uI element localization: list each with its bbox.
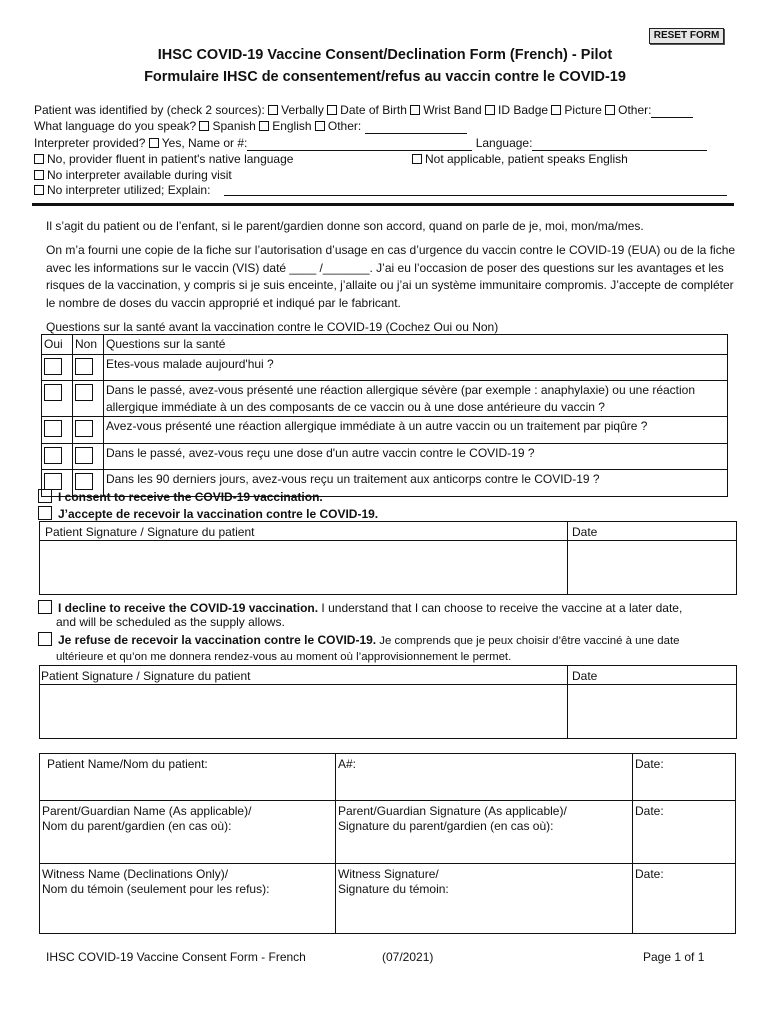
other-language-field[interactable] — [365, 122, 467, 134]
a-number-label: A#: — [338, 757, 357, 771]
consent-french-text: J’accepte de recevoir la vaccination contre le COVID-19. — [58, 507, 379, 521]
decline-english-row — [38, 600, 682, 616]
option-no-interpreter-utilized: No interpreter utilized; Explain: — [47, 183, 211, 197]
interpreter-language-label: Language: — [475, 136, 533, 150]
table-row — [42, 417, 728, 444]
decline-date-label: Date — [572, 669, 598, 683]
option-verbally: Verbally — [281, 103, 324, 117]
decline-english-line2: and will be scheduled as the supply allows. — [56, 615, 285, 629]
date-label: Date: — [635, 804, 664, 818]
checkbox-dob[interactable] — [327, 105, 337, 115]
table-row — [42, 381, 728, 417]
interpreter-not-utilized-row — [34, 183, 210, 198]
guardian-name-field[interactable] — [40, 801, 336, 864]
question-text: Avez-vous présenté une réaction allergique immédiate à un autre vaccin ou un traitement par piqûre ? — [104, 417, 728, 444]
checkbox-q2-yes[interactable] — [44, 384, 62, 401]
consent-english-row — [38, 489, 323, 505]
option-other-language: Other: — [327, 119, 362, 133]
checkbox-verbally[interactable] — [268, 105, 278, 115]
consent-english-text: I consent to receive the COVID-19 vaccination. — [58, 490, 323, 504]
checkbox-spanish[interactable] — [199, 121, 209, 131]
option-picture: Picture — [564, 103, 602, 117]
interpreter-na-row — [412, 152, 628, 167]
checkbox-q5-no[interactable] — [75, 473, 93, 490]
consent-signature-box — [39, 521, 737, 595]
decline-english-text: I understand that I can choose to receive the vaccine at a later date, — [318, 601, 683, 615]
consent-signature-field[interactable] — [40, 541, 567, 594]
checkbox-interpreter-yes[interactable] — [149, 138, 159, 148]
checkbox-idbadge[interactable] — [485, 105, 495, 115]
language-label: What language do you speak? — [34, 119, 197, 133]
checkbox-english[interactable] — [259, 121, 269, 131]
consent-signature-label: Patient Signature / Signature du patient — [45, 525, 255, 539]
decline-english-bold: I decline to receive the COVID-19 vaccination. — [58, 601, 319, 615]
decline-french-bold: Je refuse de recevoir la vaccination contre le COVID-19. — [58, 633, 377, 647]
decline-signature-label: Patient Signature / Signature du patient — [41, 669, 251, 683]
option-spanish: Spanish — [212, 119, 256, 133]
witness-signature-field[interactable] — [336, 864, 633, 934]
checkbox-other-language[interactable] — [315, 121, 325, 131]
checkbox-provider-fluent[interactable] — [34, 154, 44, 164]
checkbox-q3-yes[interactable] — [44, 420, 62, 437]
table-row — [40, 754, 736, 801]
guardian-name-label-fr: Nom du parent/gardien (en cas où): — [42, 819, 232, 833]
footer-form-name: IHSC COVID-19 Vaccine Consent Form - French — [46, 950, 306, 964]
footer-revision-date: (07/2021) — [382, 950, 434, 964]
checkbox-wristband[interactable] — [410, 105, 420, 115]
consent-date-field[interactable] — [568, 541, 736, 594]
option-dob: Date of Birth — [340, 103, 407, 117]
identification-row — [34, 103, 693, 118]
question-text: Dans le passé, avez-vous reçu une dose d'un autre vaccin contre le COVID-19 ? — [104, 443, 728, 470]
interpreter-language-field[interactable] — [532, 139, 707, 151]
checkbox-consent[interactable] — [38, 489, 52, 503]
checkbox-not-applicable[interactable] — [412, 154, 422, 164]
witness-name-label-fr: Nom du témoin (seulement pour les refus): — [42, 882, 270, 896]
guardian-signature-field[interactable] — [336, 801, 633, 864]
checkbox-no-interpreter-utilized[interactable] — [34, 185, 44, 195]
question-text: Dans les 90 derniers jours, avez-vous reçu un traitement aux anticorps contre le COVID-19 ? — [104, 470, 728, 497]
checkbox-q4-no[interactable] — [75, 447, 93, 464]
col-header-yes: Oui — [42, 335, 73, 355]
decline-signature-field[interactable] — [40, 685, 567, 738]
table-row — [40, 801, 736, 864]
interpreter-label: Interpreter provided? — [34, 136, 146, 150]
a-number-field[interactable] — [336, 754, 633, 801]
health-questions-table — [41, 334, 728, 497]
option-no-interpreter-available: No interpreter available during visit — [47, 168, 232, 182]
interpreter-unavailable-row — [34, 168, 232, 183]
option-wristband: Wrist Band — [423, 103, 482, 117]
other-id-field[interactable] — [651, 106, 693, 118]
checkbox-decline-fr[interactable] — [38, 632, 52, 646]
intro-paragraph-1: Il s’agit du patient ou de l’enfant, si le parent/gardien donne son accord, quand on parle de je, moi, mon/ma/mes. — [46, 219, 644, 233]
decline-french-line2: ultérieure et qu’on me donnera rendez-vous au moment où l’approvisionnement le permet. — [56, 651, 512, 663]
witness-signature-label-fr: Signature du témoin: — [338, 882, 449, 896]
guardian-name-label-en: Parent/Guardian Name (As applicable)/ — [42, 804, 252, 818]
witness-signature-label-en: Witness Signature/ — [338, 867, 439, 881]
consent-date-label: Date — [572, 525, 598, 539]
checkbox-q5-yes[interactable] — [44, 473, 62, 490]
guardian-signature-label-fr: Signature du parent/gardien (en cas où): — [338, 819, 554, 833]
table-row — [42, 443, 728, 470]
patient-name-field[interactable] — [40, 754, 336, 801]
interpreter-row — [34, 136, 707, 151]
checkbox-picture[interactable] — [551, 105, 561, 115]
section-divider — [32, 203, 734, 206]
table-row — [40, 864, 736, 934]
patient-name-label: Patient Name/Nom du patient: — [47, 757, 208, 771]
interpreter-name-field[interactable] — [247, 139, 472, 151]
questions-heading: Questions sur la santé avant la vaccination contre le COVID-19 (Cochez Oui ou Non) — [46, 320, 499, 334]
checkbox-q4-yes[interactable] — [44, 447, 62, 464]
date-field-2[interactable] — [633, 801, 736, 864]
checkbox-q1-yes[interactable] — [44, 358, 62, 375]
option-english: English — [272, 119, 312, 133]
explain-field[interactable] — [224, 195, 727, 196]
patient-info-table — [39, 753, 736, 934]
interpreter-no-fluent-row — [34, 152, 293, 167]
question-text: Etes-vous malade aujourd'hui ? — [104, 354, 728, 381]
footer-page-number: Page 1 of 1 — [643, 950, 705, 964]
table-header-row — [42, 335, 728, 355]
decline-date-field[interactable] — [568, 685, 736, 738]
option-other-id: Other: — [618, 103, 652, 117]
date-label: Date: — [635, 757, 664, 771]
language-row — [34, 119, 467, 134]
witness-name-label-en: Witness Name (Declinations Only)/ — [42, 867, 229, 881]
checkbox-decline[interactable] — [38, 600, 52, 614]
consent-french-row — [38, 506, 378, 522]
table-row — [42, 354, 728, 381]
col-header-question: Questions sur la santé — [104, 335, 728, 355]
checkbox-q1-no[interactable] — [75, 358, 93, 375]
checkbox-other-id[interactable] — [605, 105, 615, 115]
guardian-signature-label-en: Parent/Guardian Signature (As applicable)/ — [338, 804, 567, 818]
intro-paragraph-2: On m’a fourni une copie de la fiche sur l’autorisation d’usage en cas d’urgence du vaccin contre le COVID-19 (EUA) ou de la fiche avec les informations sur le vaccin (VIS) daté ____ /_______. J’ai eu l’occasion de poser des questions sur les avantages et les risques de la vaccination, y compris si je suis enceinte, j’allaite ou j’ai un système immunitaire compromis. J’accepte de compléter le nombre de doses du vaccin approprié et indiqué par le fabricant. — [46, 243, 736, 310]
date-field-3[interactable] — [633, 864, 736, 934]
decline-french-row — [38, 632, 679, 649]
checkbox-consent-fr[interactable] — [38, 506, 52, 520]
decline-signature-box — [39, 665, 737, 739]
date-label: Date: — [635, 867, 664, 881]
title-english: IHSC COVID-19 Vaccine Consent/Declination Form (French) - Pilot — [157, 47, 613, 63]
decline-french-text: Je comprends que je peux choisir d’être vacciné à une date — [376, 635, 680, 647]
option-idbadge: ID Badge — [498, 103, 549, 117]
col-header-no: Non — [73, 335, 104, 355]
title-french: Formulaire IHSC de consentement/refus au vaccin contre le COVID-19 — [144, 69, 626, 85]
identification-label: Patient was identified by (check 2 sources): — [34, 103, 265, 117]
option-interpreter-yes: Yes, Name or #: — [161, 136, 248, 150]
date-field-1[interactable] — [633, 754, 736, 801]
option-not-applicable: Not applicable, patient speaks English — [425, 152, 628, 166]
checkbox-q2-no[interactable] — [75, 384, 93, 401]
checkbox-no-interpreter-available[interactable] — [34, 170, 44, 180]
question-text: Dans le passé, avez-vous présenté une réaction allergique sévère (par exemple : anaphylaxie) ou une réaction allergique immédiate à un des composants de ce vaccin ou à une dose antérieure du vaccin ? — [104, 381, 728, 417]
reset-form-button[interactable]: RESET FORM — [649, 28, 724, 44]
option-provider-fluent: No, provider fluent in patient's native language — [47, 152, 294, 166]
checkbox-q3-no[interactable] — [75, 420, 93, 437]
witness-name-field[interactable] — [40, 864, 336, 934]
